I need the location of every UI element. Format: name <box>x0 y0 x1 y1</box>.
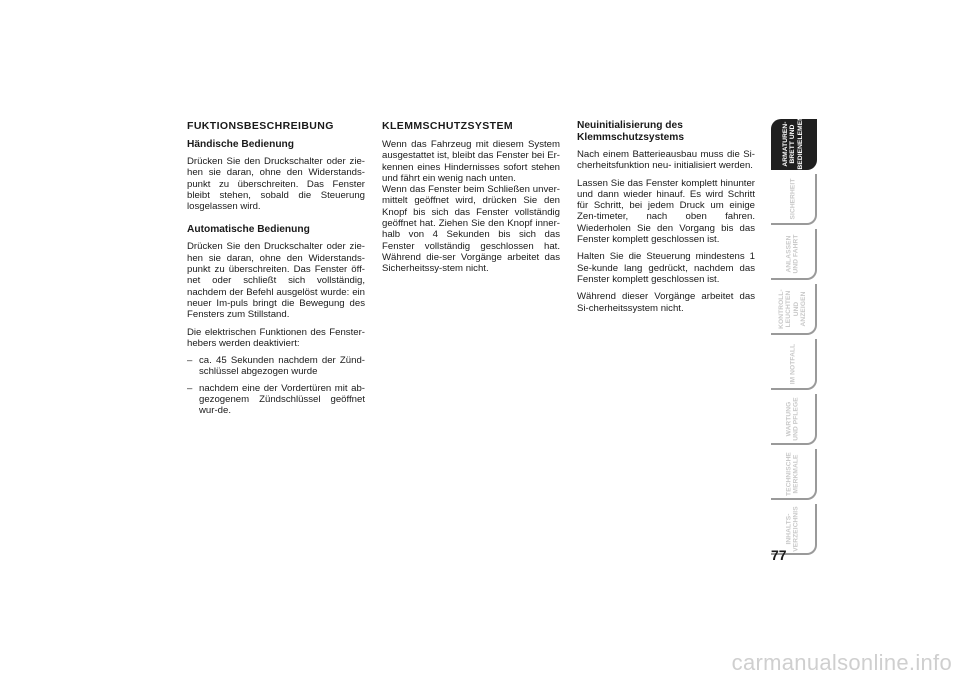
column-anti-pinch <box>382 120 560 281</box>
tab-label: IM NOTFALL <box>789 343 797 384</box>
automatic-operation-heading: Automatische Bedienung <box>187 224 310 236</box>
column-functional-description <box>187 120 365 422</box>
tab-label: ARMATUREN-BRETT UND BEDIENELEMENTE <box>781 106 804 169</box>
page-number: 77 <box>771 547 787 563</box>
paragraph: Halten Sie die Steuerung mindestens 1 Se-kunde lang gedrückt, nachdem das Fenster komplett geschlossen ist. <box>577 251 755 285</box>
tab-emergency[interactable] <box>771 339 817 390</box>
deactivation-list <box>187 355 365 416</box>
tab-label: ANLASSEN UND FAHRT <box>785 234 800 273</box>
paragraph: Während dieser Vorgänge arbeitet das Si-cherheitssystem nicht. <box>577 291 755 314</box>
tab-label: TECHNISCHE MERKMALE <box>785 451 800 496</box>
list-item: – nachdem eine der Vordertüren mit ab-gezogenem Zündschlüssel geöffnet wur-de. <box>187 383 365 417</box>
paragraph: Nach einem Batterieausbau muss die Si-cherheitsfunktion neu- initialisiert werden. <box>577 149 755 172</box>
column-reinitialisation <box>577 120 755 320</box>
section-heading: Neuinitialisierung des Klemmschutzsystems <box>577 120 685 143</box>
tab-technical-specs[interactable] <box>771 449 817 500</box>
tab-label: WARTUNG UND PFLEGE <box>785 396 800 441</box>
deactivation-text: Die elektrischen Funktionen des Fenster-hebers werden deaktiviert: <box>187 326 365 349</box>
list-item: – ca. 45 Sekunden nachdem der Zünd-schlüssel abgezogen wurde <box>187 355 365 378</box>
tab-safety[interactable] <box>771 174 817 225</box>
manual-operation-text: Drücken Sie den Druckschalter oder zie-hen sie daran, ohne den Widerstands-punkt zu überschreiten. Das Fenster bleibt stehen, sobald die Steuerung losgelassen wird. <box>187 156 365 213</box>
tab-maintenance[interactable] <box>771 394 817 445</box>
tab-label: INHALTS-VERZEICHNIS <box>785 505 800 552</box>
tab-starting-driving[interactable] <box>771 229 817 280</box>
tab-label: SICHERHEIT <box>789 178 797 219</box>
automatic-operation-text: Drücken Sie den Druckschalter oder zie-hen sie daran, ohne den Widerstands-punkt zu überschreiten. Das Fenster öff-net oder schließt sich vollständig, nachdem der Befehl ausgelöst wurde: ein neuer Im-puls bringt die Bewegung des Fensters zum Stillstand. <box>187 241 365 321</box>
chapter-tabs <box>771 106 819 559</box>
tab-dashboard-controls[interactable] <box>771 106 817 170</box>
tab-label: KONTROLL-LEUCHTEN UND ANZEIGEN <box>778 288 808 329</box>
paragraph: Lassen Sie das Fenster komplett hinunter und dann wieder hinauf. Es wird Schritt für Schritt, bei jedem Druck um einige Zen-timeter, nach oben fahren. Wiederholen Sie den Vorgang bis das Fenster komplett geschlossen ist. <box>577 177 755 246</box>
watermark: carmanualsonline.info <box>731 650 952 675</box>
section-heading: KLEMMSCHUTZSYSTEM <box>382 120 514 132</box>
section-heading: FUKTIONSBESCHREIBUNG <box>187 120 334 132</box>
anti-pinch-text: Wenn das Fahrzeug mit diesem System ausgestattet ist, bleibt das Fenster bei Er-kennen eines Hindernisses sofort stehen und fährt ein wenig nach unten. Wenn das Fenster beim Schließen unver-mittelt geöffnet wird, drücken Sie den Knopf bis sich das Fenster vollständig geöffnet hat. Ziehen Sie den Knopf inner-halb von 4 Sekunden bis sich das Fenster vollständig geschlossen hat. Während die-ser Vorgänge arbeitet das Sicherheitssy-stem nicht. <box>382 139 560 275</box>
tab-warning-lights[interactable] <box>771 284 817 335</box>
manual-operation-heading: Händische Bedienung <box>187 139 294 150</box>
